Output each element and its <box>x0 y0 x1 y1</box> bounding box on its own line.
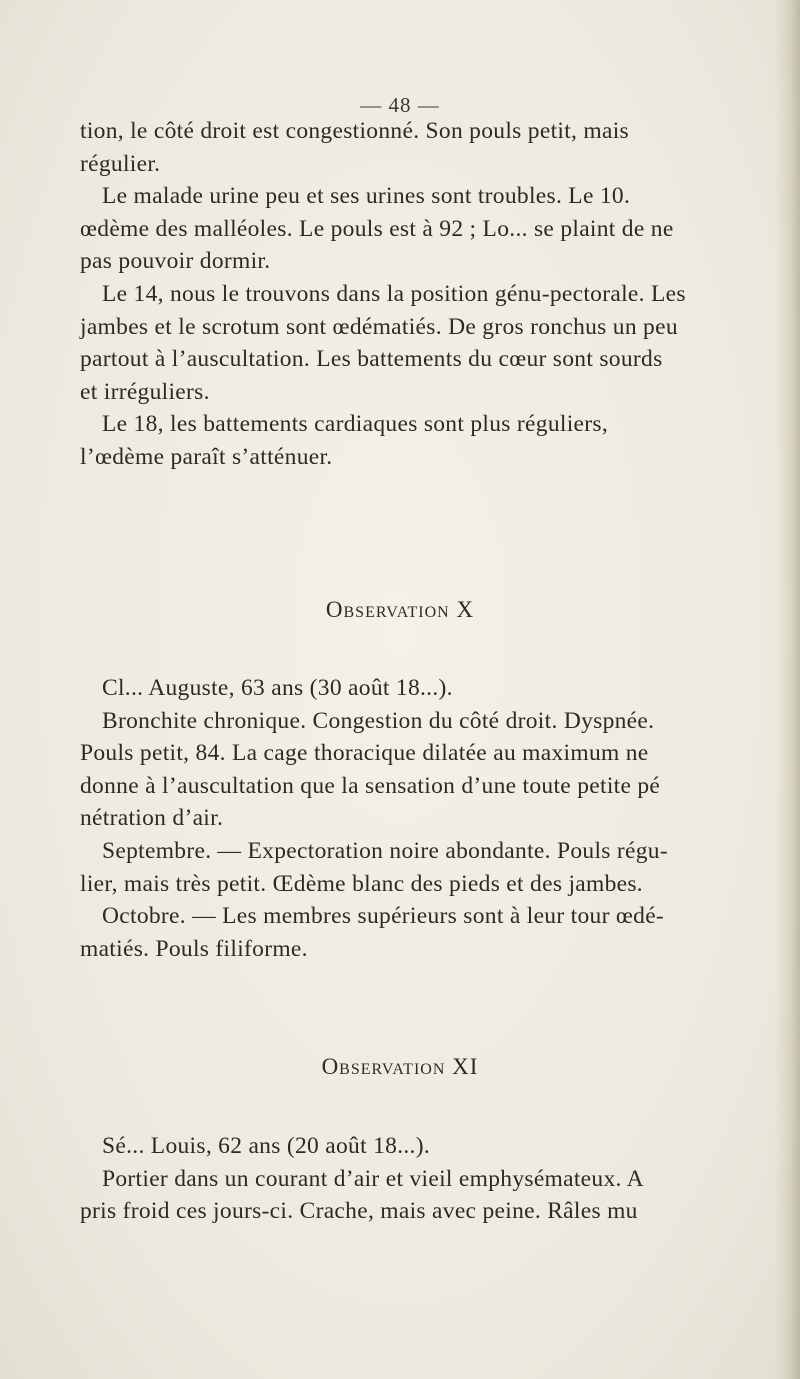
text-line: Pouls petit, 84. La cage thoracique dilatée au maximum ne <box>80 740 649 767</box>
text-line: matiés. Pouls filiforme. <box>80 935 308 962</box>
observation-x-body <box>80 672 770 965</box>
text-line: Sé... Louis, 62 ans (20 août 18...). <box>102 1133 431 1159</box>
text-line: et irréguliers. <box>80 378 210 405</box>
text-line: l’œdème paraît s’atténuer. <box>80 443 333 470</box>
text-line: partout à l’auscultation. Les battements du cœur sont sourds <box>80 346 663 373</box>
text-line: jambes et le scrotum sont œdématiés. De gros ronchus un peu <box>80 313 678 340</box>
text-line: Octobre. — Les membres supérieurs sont à leur tour œdé- <box>102 903 665 930</box>
observation-xi-heading: Observation XI <box>321 1054 479 1079</box>
page-number-header: — 48 — <box>360 93 440 117</box>
text-line: Cl... Auguste, 63 ans (30 août 18...). <box>102 675 453 701</box>
text-line: régulier. <box>80 150 161 177</box>
paragraph-block-continuation <box>80 115 770 474</box>
observation-x-heading: Observation X <box>325 597 475 622</box>
text-line: pris froid ces jours-ci. Crache, mais avec peine. Râles mu <box>80 1198 638 1225</box>
text-line: Le 18, les battements cardiaques sont plus réguliers, <box>102 411 609 438</box>
text-line: œdème des malléoles. Le pouls est à 92 ; Lo... se plaint de ne <box>80 215 674 242</box>
text-line: Le malade urine peu et ses urines sont troubles. Le 10. <box>102 183 631 210</box>
page-edge-shadow <box>774 0 800 1379</box>
text-line: nétration d’air. <box>80 805 224 832</box>
text-line: Le 14, nous le trouvons dans la position génu-pectorale. Les <box>102 280 686 307</box>
text-line: lier, mais très petit. Œdème blanc des pieds et des jambes. <box>80 870 643 897</box>
text-line: pas pouvoir dormir. <box>80 248 271 275</box>
observation-xi-body <box>80 1130 770 1228</box>
text-line: Septembre. — Expectoration noire abondante. Pouls régu- <box>102 837 668 864</box>
text-line: Bronchite chronique. Congestion du côté droit. Dyspnée. <box>102 707 655 734</box>
text-line: Portier dans un courant d’air et vieil emphysémateux. A <box>102 1165 644 1192</box>
text-line: donne à l’auscultation que la sensation d’une toute petite pé <box>80 772 661 799</box>
text-line: tion, le côté droit est congestionné. Son pouls petit, mais <box>80 118 629 144</box>
